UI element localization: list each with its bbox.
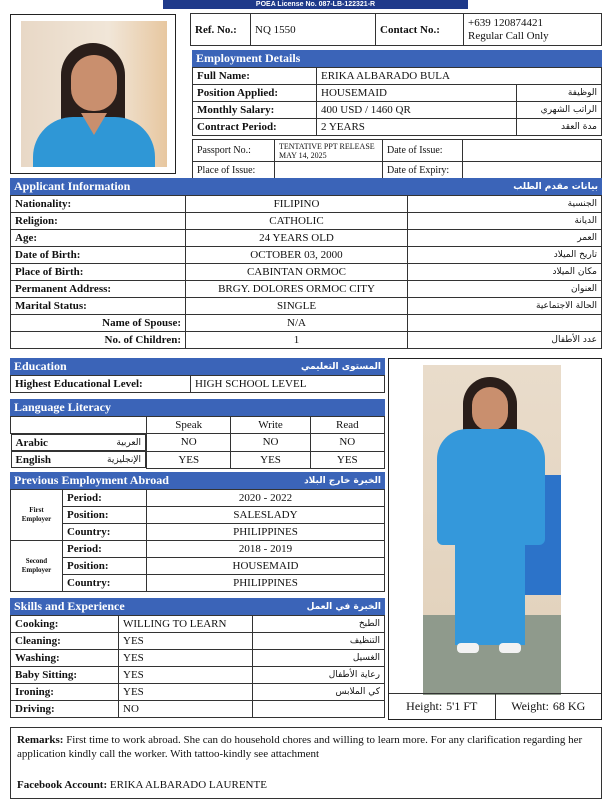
reference-table <box>190 13 602 46</box>
employer-tag: Second Employer <box>11 541 63 592</box>
applicant-label-ar: مكان الميلاد <box>408 264 602 281</box>
skill-row <box>11 684 385 701</box>
applicant-row <box>11 247 602 264</box>
previous-employment-section <box>10 472 385 592</box>
weight-field <box>496 694 602 719</box>
contract-ar: مدة العقد <box>517 119 602 136</box>
employer-field-label: Country: <box>63 524 147 541</box>
skill-row <box>11 701 385 718</box>
employer-country: PHILIPPINES <box>147 524 385 541</box>
skill-label: Baby Sitting: <box>11 667 119 684</box>
employment-section <box>192 50 602 179</box>
language-row <box>11 451 385 468</box>
headshot-photo <box>10 14 176 174</box>
issue-date-value <box>463 140 602 162</box>
language-name: Arabic <box>15 436 48 449</box>
language-corner <box>11 417 147 434</box>
employer-row <box>11 558 385 575</box>
employer-row <box>11 524 385 541</box>
expiry-value <box>463 162 602 179</box>
skill-label-ar: رعاية الأطفال <box>253 667 385 684</box>
applicant-label: Name of Spouse: <box>11 315 186 332</box>
language-header-write: Write <box>231 417 310 434</box>
language-read: YES <box>310 451 384 468</box>
facebook-account <box>17 778 267 792</box>
skills-title: Skills and Experience <box>14 599 125 613</box>
skill-label-ar: كي الملابس <box>253 684 385 701</box>
employer-tag: First Employer <box>11 490 63 541</box>
applicant-section <box>10 178 602 349</box>
position-ar: الوظيفة <box>517 85 602 102</box>
salary-value: 400 USD / 1460 QR <box>317 102 517 119</box>
language-name-ar: الإنجليزية <box>107 454 141 465</box>
employer-country: PHILIPPINES <box>147 575 385 592</box>
skill-row <box>11 650 385 667</box>
employer-position: HOUSEMAID <box>147 558 385 575</box>
weight-value: 68 KG <box>552 699 586 713</box>
skill-value: WILLING TO LEARN <box>119 616 253 633</box>
height-field <box>389 694 496 719</box>
applicant-label-ar: العنوان <box>408 281 602 298</box>
position-label: Position Applied: <box>193 85 317 102</box>
contract-value: 2 YEARS <box>317 119 517 136</box>
previous-header <box>10 472 385 489</box>
skill-label: Cleaning: <box>11 633 119 650</box>
ref-value: NQ 1550 <box>251 14 376 46</box>
language-header-read: Read <box>310 417 384 434</box>
full-body-photo <box>388 358 602 720</box>
ref-label: Ref. No.: <box>191 14 251 46</box>
skill-value: YES <box>119 684 253 701</box>
language-write: NO <box>231 434 310 452</box>
skill-value: YES <box>119 633 253 650</box>
skill-row <box>11 633 385 650</box>
facebook-value: ERIKA ALBARADO LAURENTE <box>109 779 267 791</box>
position-value: HOUSEMAID <box>317 85 517 102</box>
applicant-row <box>11 281 602 298</box>
applicant-value: N/A <box>186 315 408 332</box>
skill-row <box>11 667 385 684</box>
employer-field-label: Position: <box>63 507 147 524</box>
skill-label-ar: الطبخ <box>253 616 385 633</box>
issue-date-label: Date of Issue: <box>383 140 463 162</box>
passport-value: TENTATIVE PPT RELEASE MAY 14, 2025 <box>275 140 383 162</box>
contact-note: Regular Call Only <box>468 29 549 42</box>
applicant-title-ar: بيانات مقدم الطلب <box>513 181 598 192</box>
skills-header <box>10 598 385 615</box>
employer-row <box>11 575 385 592</box>
weight-label: Weight: <box>511 699 549 713</box>
license-banner: POEA License No. 087-LB-122321-R <box>163 0 468 9</box>
applicant-label: No. of Children: <box>11 332 186 349</box>
remarks-label: Remarks: <box>17 734 64 746</box>
employer-row <box>11 541 385 558</box>
height-value: 5'1 FT <box>446 699 478 713</box>
applicant-label-ar <box>408 315 602 332</box>
employer-period: 2020 - 2022 <box>147 490 385 507</box>
applicant-value: SINGLE <box>186 298 408 315</box>
remarks-box <box>10 727 602 799</box>
applicant-value: 24 YEARS OLD <box>186 230 408 247</box>
applicant-value: CABINTAN ORMOC <box>186 264 408 281</box>
applicant-header <box>10 178 602 195</box>
employer-period: 2018 - 2019 <box>147 541 385 558</box>
language-speak: NO <box>147 434 231 452</box>
applicant-row <box>11 315 602 332</box>
contract-label: Contract Period: <box>193 119 317 136</box>
skill-value: YES <box>119 650 253 667</box>
skill-label: Washing: <box>11 650 119 667</box>
full-name-label: Full Name: <box>193 68 317 85</box>
applicant-value: BRGY. DOLORES ORMOC CITY <box>186 281 408 298</box>
education-header <box>10 358 385 375</box>
applicant-label-ar: الديانة <box>408 213 602 230</box>
applicant-label-ar: الحالة الاجتماعية <box>408 298 602 315</box>
education-value: HIGH SCHOOL LEVEL <box>191 376 385 393</box>
language-read: NO <box>310 434 384 452</box>
employment-header <box>192 50 602 67</box>
applicant-value: OCTOBER 03, 2000 <box>186 247 408 264</box>
salary-ar: الراتب الشهري <box>517 102 602 119</box>
language-name-cell <box>11 434 147 451</box>
expiry-label: Date of Expiry: <box>383 162 463 179</box>
applicant-label: Permanent Address: <box>11 281 186 298</box>
applicant-row <box>11 298 602 315</box>
skill-label-ar: التنظيف <box>253 633 385 650</box>
applicant-row <box>11 213 602 230</box>
employer-position: SALESLADY <box>147 507 385 524</box>
applicant-label: Date of Birth: <box>11 247 186 264</box>
applicant-label: Age: <box>11 230 186 247</box>
previous-title-ar: الخبرة خارج البلاد <box>304 475 381 486</box>
skill-label: Cooking: <box>11 616 119 633</box>
applicant-row <box>11 196 602 213</box>
language-header <box>10 399 385 416</box>
employer-row <box>11 507 385 524</box>
language-name: English <box>15 453 51 466</box>
employer-row <box>11 490 385 507</box>
full-name-value: ERIKA ALBARADO BULA <box>317 68 602 85</box>
education-section <box>10 358 385 393</box>
applicant-row <box>11 332 602 349</box>
applicant-label: Marital Status: <box>11 298 186 315</box>
previous-title: Previous Employment Abroad <box>14 473 169 487</box>
employer-field-label: Country: <box>63 575 147 592</box>
issue-place-label: Place of Issue: <box>193 162 275 179</box>
employer-field-label: Position: <box>63 558 147 575</box>
education-label: Highest Educational Level: <box>11 376 191 393</box>
education-title: Education <box>14 359 67 373</box>
skill-label: Ironing: <box>11 684 119 701</box>
applicant-label-ar: تاريخ الميلاد <box>408 247 602 264</box>
issue-place-value <box>275 162 383 179</box>
language-write: YES <box>231 451 310 468</box>
skill-row <box>11 616 385 633</box>
remarks <box>17 733 595 761</box>
applicant-label-ar: الجنسية <box>408 196 602 213</box>
remarks-text: First time to work abroad. She can do household chores and willing to learn more. For any clarification regarding her application kindly call the worker. With tattoo-kindly see attachment <box>17 734 583 760</box>
applicant-label: Place of Birth: <box>11 264 186 281</box>
applicant-label-ar: العمر <box>408 230 602 247</box>
skills-section <box>10 598 385 718</box>
passport-label: Passport No.: <box>193 140 275 162</box>
education-title-ar: المستوى التعليمي <box>300 361 381 372</box>
language-name-ar: العربية <box>116 437 141 448</box>
applicant-title: Applicant Information <box>14 179 131 193</box>
applicant-value: CATHOLIC <box>186 213 408 230</box>
language-title: Language Literacy <box>14 400 111 414</box>
applicant-label: Nationality: <box>11 196 186 213</box>
employment-title: Employment Details <box>196 51 301 65</box>
contact-label: Contact No.: <box>376 14 464 46</box>
skill-value: YES <box>119 667 253 684</box>
language-section <box>10 399 385 469</box>
skill-label: Driving: <box>11 701 119 718</box>
skill-label-ar <box>253 701 385 718</box>
height-label: Height: <box>406 699 443 713</box>
applicant-row <box>11 264 602 281</box>
applicant-label-ar: عدد الأطفال <box>408 332 602 349</box>
contact-value <box>464 14 602 46</box>
contact-number: +639 120874421 <box>468 16 543 29</box>
applicant-label: Religion: <box>11 213 186 230</box>
applicant-value: 1 <box>186 332 408 349</box>
language-header-speak: Speak <box>147 417 231 434</box>
facebook-label: Facebook Account: <box>17 779 108 791</box>
language-name-cell <box>11 451 147 468</box>
salary-label: Monthly Salary: <box>193 102 317 119</box>
employer-field-label: Period: <box>63 490 147 507</box>
applicant-value: FILIPINO <box>186 196 408 213</box>
language-speak: YES <box>147 451 231 468</box>
skills-title-ar: الخبرة في العمل <box>306 601 381 612</box>
language-row <box>11 434 385 452</box>
applicant-row <box>11 230 602 247</box>
skill-label-ar: الغسيل <box>253 650 385 667</box>
skill-value: NO <box>119 701 253 718</box>
applicant-table <box>10 195 602 349</box>
employer-field-label: Period: <box>63 541 147 558</box>
